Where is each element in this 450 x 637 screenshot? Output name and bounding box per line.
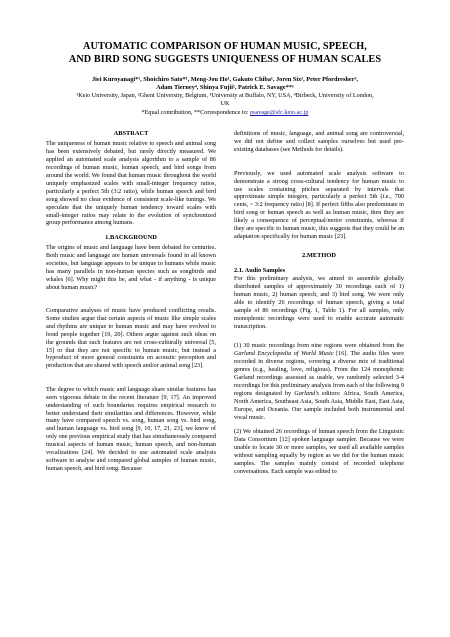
paper-title [46,0,404,66]
background-paragraph-3: The degree to which music and language share similar features has seen vigorous debate in the recent literature [9, 17]. An improved understanding of such boundaries requires empirical research to better understand their similarities and differences. However, while many have compared speech vs. song, human song vs. bird song, and human language vs. bird song [9, 10, 17, 21, 23], we know of only one previous empirical study that has simultaneously compared musical aspects of human music, human speech, and non-human vocalizations [24]. We decided to use automated scale analysis software to analyse and compared global samples of human music, human speech, and bird song. Because [46,385,216,472]
title-line-2: AND BIRD SONG SUGGESTS UNIQUENESS OF HUMAN SCALES [68,54,382,65]
email-link[interactable]: psavage@sfc.keio.ac.jp [249,109,309,117]
correspondence-label: *Equal contribution, **Correspondence to: [141,109,250,117]
authors-line-2: Adam Tierney⁴, Shinya Fujii¹, Patrick E. Savage**¹ [156,84,294,92]
background-paragraph-2: Comparative analyses of music have produced conflicting results. Some studies argue that certain aspects of music like simple scales and rhythms are unique to human music and may have evolved to bond people together [19, 20]. Others argue against such ideas on the grounds that such features are not cross-culturally universal [5, 15] or that they are not specific to human music, but instead a byproduct of more general constraints on acoustic perception and production that are shared with speech and/or animal song [23]. [46,307,216,370]
two-column-body [46,130,404,482]
background-paragraph-1: The origins of music and language have been debated for centuries. Both music and language are human universals found in all known societies, but language appears to be unique to humans while music has many parallels in non-human species such as songbirds and whales [6]. Why might this be, and what - if anything - is unique about human music? [46,243,216,291]
left-column [46,130,216,482]
garland-title: Garland Encyclopedia of World Music [234,350,334,358]
author-list [46,76,404,92]
method-paragraph-1: For this preliminary analysis, we aimed to assemble globally distributed samples of approximately 30 recordings each of 1) human music, 2) human speech, and 3) bird song. We were only able to identify 26 recordings of human speech, giving a total sample of 86 recordings (Fig. 1, Table 1). For all samples, only monophonic recordings were used to enable accurate automatic transcription. [234,275,404,330]
affiliations [46,92,404,108]
abstract-heading: ABSTRACT [113,130,149,138]
background-heading: 1.BACKGROUND [105,233,157,241]
affiliations-line-2: UK [220,100,230,108]
method-paragraph-2 [234,342,404,421]
authors-line-1: Jiei Kuroyanagi*¹, Shoichiro Sato*¹, Meng-Jou Ho¹, Gakuto Chiba¹, Joren Six², Peter Pfordresher³, [92,76,358,83]
background-paragraph-5: Previously, we used automated scale analysis software to demonstrate a strong cross-cultural tendency for human music to use scales containing pitches separated by intervals that approximate simple integers, particularly a perfect 5th (i.e., 700 cents, ~ 3:2 frequency ratio) [8]. If perfect fifths also predominate in bird song or human speech as well as human music, then they are likely a consequence of perceptual/motor constraints, whereas if they are specific to human music, this suggests that they could be an adaptation specifically for human music [23]. [234,169,404,240]
method-paragraph-3: (2) We obtained 26 recordings of human speech from the Linguistic Data Consortium [12] spoken language sampler. Because we were unable to locate 30 or more samples, we used all available samples without sampling equally by region as we did for the human music samples. The samples mainly consist of recorded telephone conversations. Each sample was edited to [234,428,404,475]
right-column [234,130,404,482]
abstract-text: The uniqueness of human music relative to speech and animal song has been extensively debated, but rarely directly measured. We applied an automated scale analysis algorithm to a sample of 86 recordings of human music, human speech, and bird songs from around the world. We found that human music throughout the world uniquely emphasized scales with small-integer frequency ratios, particularly a perfect 5th (3:2 ratio), while human speech and bird song showed no clear evidence of consistent scale-like tunings. We speculate that the uniquely human tendency toward scales with small-integer ratios may relate to the evolution of synchronized group performance among humans. [46,140,216,227]
correspondence-line [46,109,404,117]
title-line-1: AUTOMATIC COMPARISON OF HUMAN MUSIC, SPEECH, [83,41,367,52]
affiliations-line-1: ¹Keio University, Japan, ²Ghent University, Belgium, ³University at Buffalo, NY, USA, ⁴Birbeck, University of London, [76,92,374,100]
garland-editors: Garland’s [294,389,319,397]
p2-after: [16]. The audio files were recorded in diverse regions, covering a diverse mix of traditional genres (e.g., healing, love, religious). From the 124 monophonic Garland recordings assessed as usable, we randomly selected 3-4 recordings for this preliminary analysis from each of the following 9 regions designated by [234,350,404,397]
method-heading: 2.METHOD [302,252,336,260]
background-paragraph-4: definitions of music, language, and animal song are controversial, we did not define and collect samples ourselves but used pre-existing databases (see Methods for details). [234,130,404,154]
audio-samples-subheading: 2.1. Audio Samples [234,267,286,275]
p2-before: (1) 30 music recordings from nine regions were obtained from the [234,342,404,350]
p2-end: editors: Africa, South America, North America, Southeast Asia, South Asia, Middle East, East Asia, Europe, and Oceania. Our sample included both instrumental and vocal music. [234,389,404,421]
